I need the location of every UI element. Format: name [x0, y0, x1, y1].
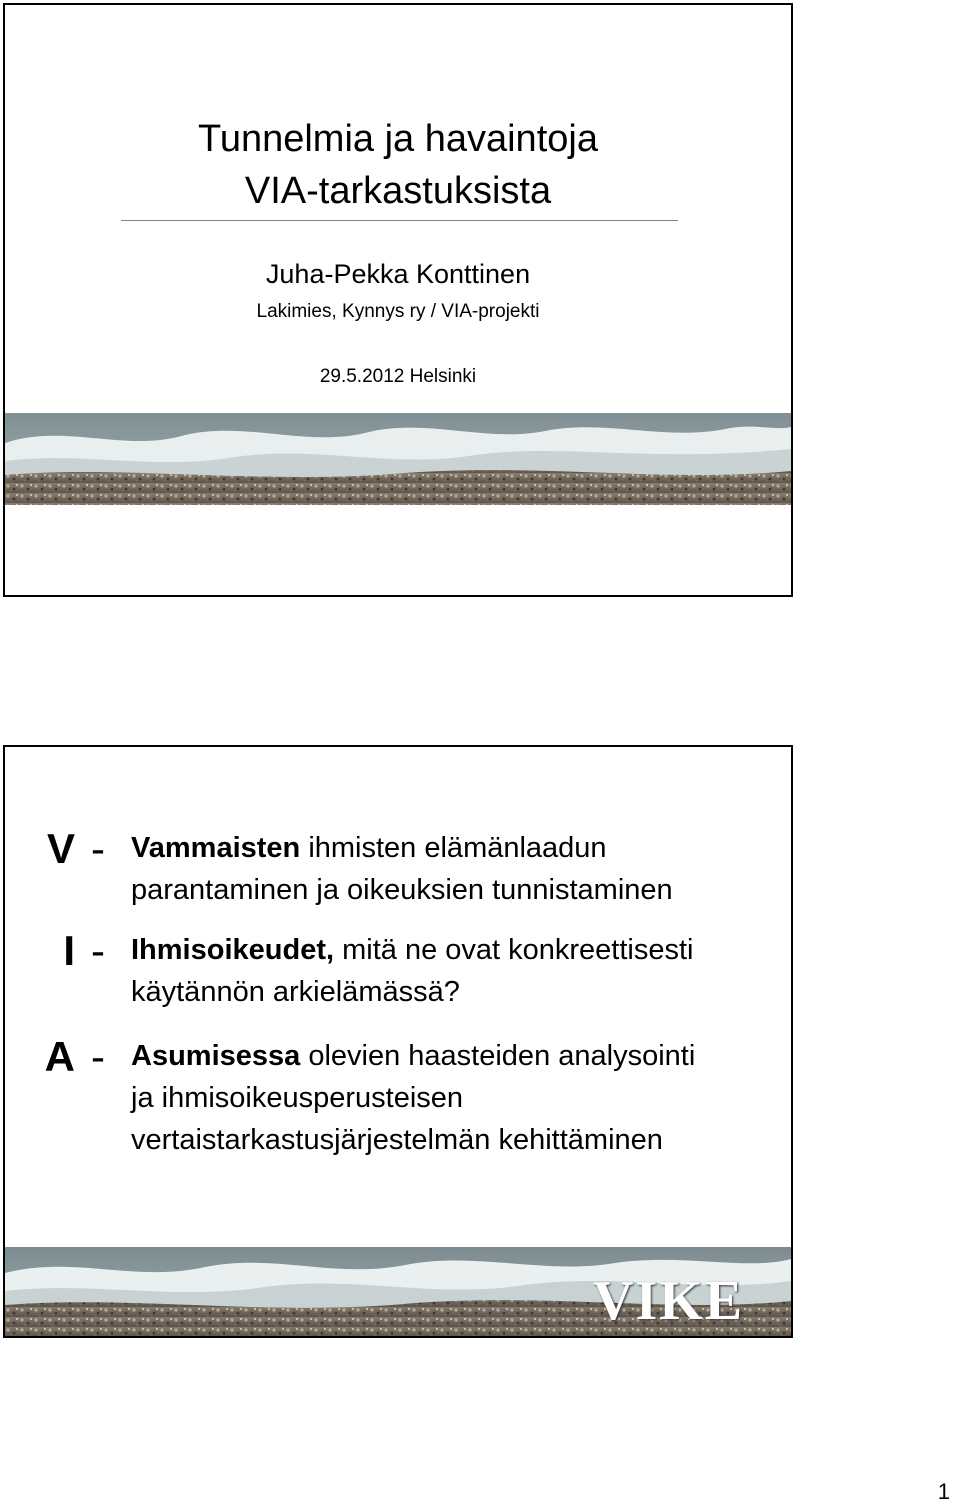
beach-photo: [5, 413, 791, 505]
title-divider: [121, 220, 678, 221]
acronym-letter: A: [44, 1033, 75, 1080]
presentation-date: 29.5.2012 Helsinki: [319, 366, 477, 387]
title-line-1: Tunnelmia ja havaintoja: [198, 118, 598, 160]
page-number: 1: [937, 1479, 950, 1504]
slide-title: [5, 113, 791, 217]
vike-logo: VIKE: [593, 1270, 745, 1332]
acronym-keyword: Ihmisoikeudet,: [131, 934, 335, 966]
acronym-keyword: Asumisessa: [131, 1040, 301, 1072]
acronym-text-line2: parantaminen ja oikeuksien tunnistaminen: [131, 874, 673, 906]
acronym-keyword: Vammaisten: [131, 832, 301, 864]
acronym-text-line3: vertaistarkastusjärjestelmän kehittäminen: [131, 1124, 663, 1156]
acronym-text: [131, 827, 771, 911]
acronym-text-line2: ja ihmisoikeusperusteisen: [131, 1082, 464, 1114]
acronym-text-line1: olevien haasteiden analysointi: [300, 1040, 696, 1072]
acronym-text: [131, 1035, 771, 1161]
author-affiliation: Lakimies, Kynnys ry / VIA-projekti: [256, 301, 540, 322]
acronym-letter: V: [46, 825, 75, 872]
acronym-text-line1: ihmisten elämänlaadun: [300, 832, 607, 864]
acronym-dash: -: [91, 1033, 105, 1080]
acronym-text-line1: mitä ne ovat konkreettisesti: [334, 934, 694, 966]
acronym-dash: -: [91, 825, 105, 872]
acronym-letter: I: [63, 927, 75, 974]
acronym-slide: [3, 745, 793, 1338]
acronym-text-line2: käytännön arkielämässä?: [131, 976, 460, 1008]
author-name: Juha-Pekka Konttinen: [265, 259, 531, 289]
acronym-dash: -: [91, 927, 105, 974]
title-slide: [3, 3, 793, 597]
title-line-2: VIA-tarkastuksista: [244, 170, 552, 212]
acronym-text: [131, 929, 771, 1013]
